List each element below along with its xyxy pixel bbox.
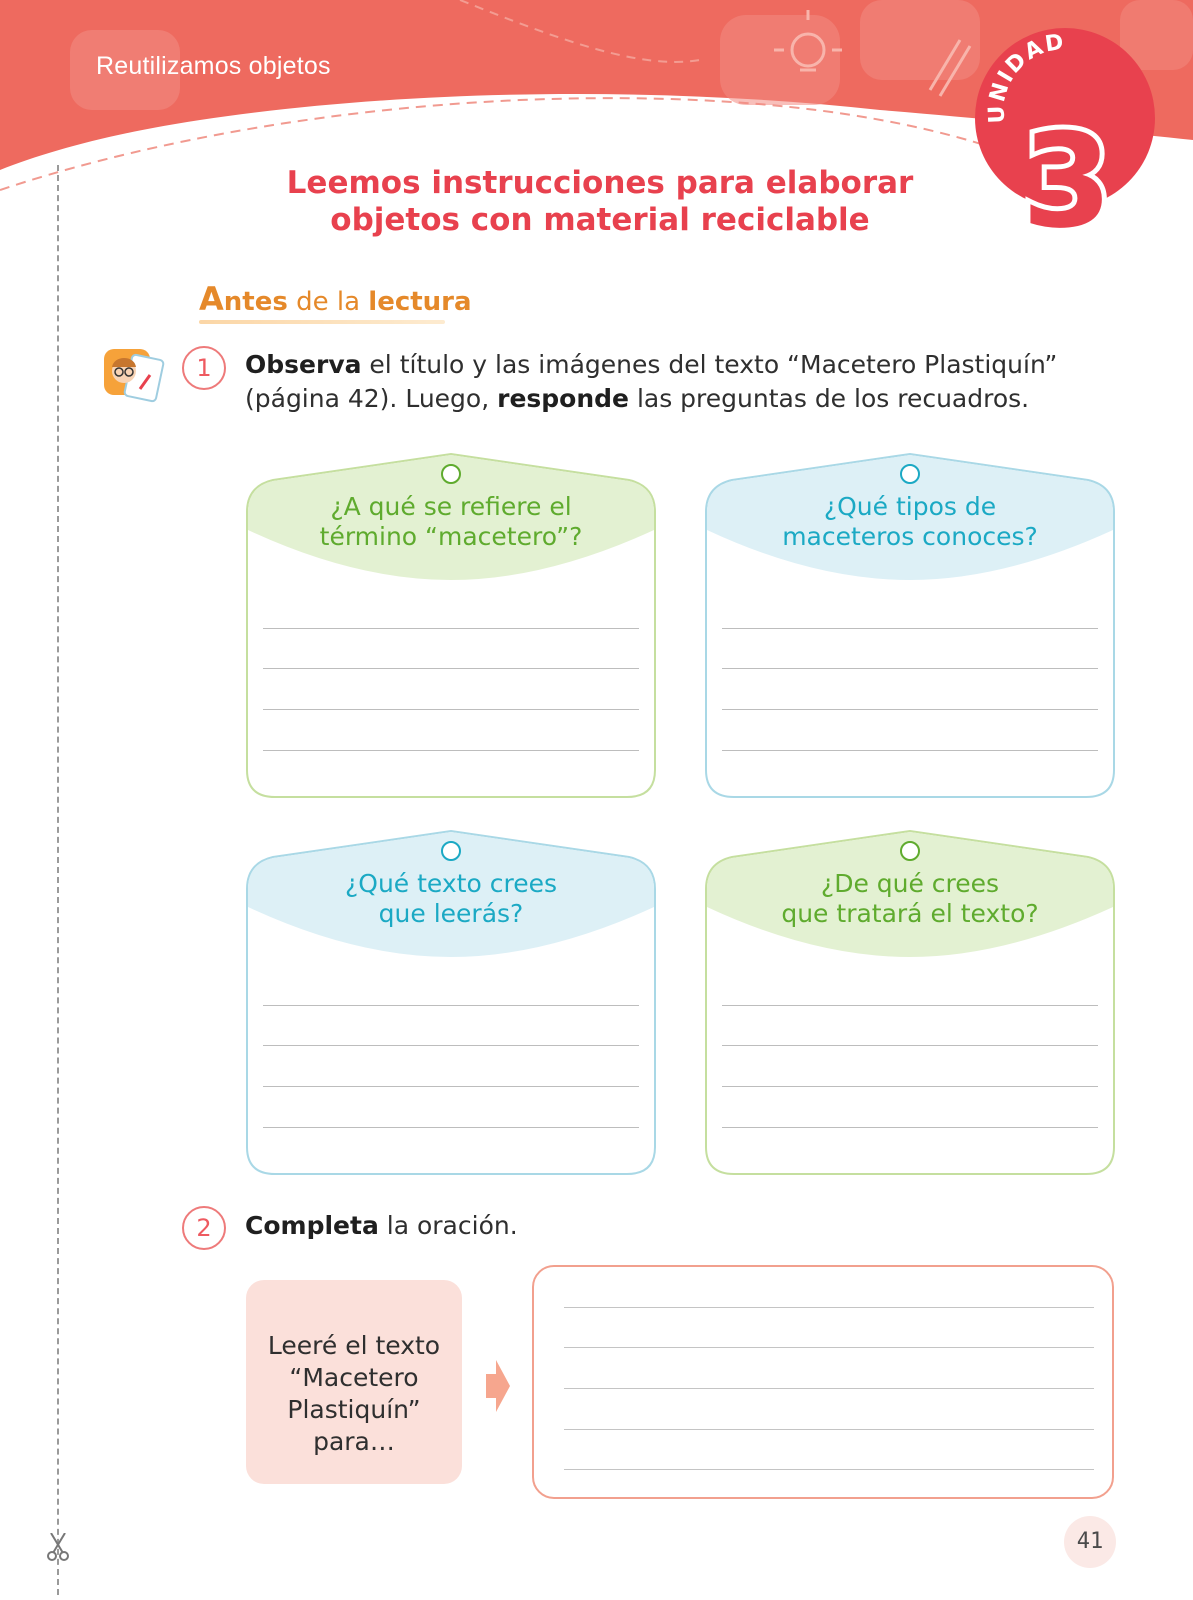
card-hole-icon: [901, 465, 919, 483]
activity-number-1: 1: [182, 346, 226, 390]
unit-word: UNIDAD: [984, 29, 1068, 124]
card-question-line1: ¿A qué se refiere el: [330, 492, 572, 521]
card-question-line2: que leerás?: [378, 899, 524, 928]
answer-line[interactable]: [722, 628, 1098, 629]
answer-box[interactable]: [532, 1265, 1114, 1499]
answer-line[interactable]: [263, 1127, 639, 1128]
card-hole-icon: [901, 842, 919, 860]
cut-line: [57, 165, 59, 1595]
question-card-texto: [245, 829, 657, 1176]
card-question-line2: término “macetero”?: [319, 522, 583, 551]
sentence-prompt: [246, 1330, 462, 1458]
card-question: [744, 869, 1076, 929]
answer-line[interactable]: [722, 668, 1098, 669]
activity-1-instruction: [245, 348, 1125, 416]
card-hole-icon: [442, 465, 460, 483]
answer-line[interactable]: [564, 1388, 1094, 1389]
unit-number: 3: [1021, 105, 1113, 248]
instruction-verb-observa: Observa: [245, 350, 362, 379]
prompt-line4: para…: [313, 1427, 395, 1456]
answer-line[interactable]: [564, 1307, 1094, 1308]
activity-2-instruction: [245, 1209, 518, 1243]
prompt-line1: Leeré el texto: [267, 1331, 441, 1360]
answer-line[interactable]: [722, 1086, 1098, 1087]
instruction-verb-responde: responde: [497, 384, 629, 413]
card-question-line1: ¿Qué tipos de: [823, 492, 997, 521]
answer-line[interactable]: [564, 1469, 1094, 1470]
student-avatar-icon: [102, 345, 166, 403]
page-title: [240, 165, 960, 239]
answer-line[interactable]: [263, 1045, 639, 1046]
answer-line[interactable]: [722, 750, 1098, 751]
answer-line[interactable]: [263, 750, 639, 751]
unit-badge: [975, 28, 1155, 248]
card-question-line1: ¿De qué crees: [820, 869, 1000, 898]
prompt-line2: “Macetero: [289, 1363, 419, 1392]
card-question-line2: que tratará el texto?: [781, 899, 1039, 928]
page-title-line1: Leemos instrucciones para elaborar: [286, 165, 914, 201]
answer-line[interactable]: [564, 1429, 1094, 1430]
page-number: 41: [1064, 1516, 1116, 1568]
answer-line[interactable]: [263, 628, 639, 629]
instruction-line2-rest: las preguntas de los recuadros.: [629, 384, 1030, 413]
answer-line[interactable]: [263, 1086, 639, 1087]
question-card-macetero: [245, 452, 657, 799]
card-hole-icon: [442, 842, 460, 860]
answer-line[interactable]: [722, 1005, 1098, 1006]
question-card-tratara: [704, 829, 1116, 1176]
section-heading-initial: A: [199, 280, 224, 318]
question-card-tipos: [704, 452, 1116, 799]
scissors-icon: [47, 1533, 69, 1561]
instruction-line2-pre: (página 42). Luego,: [245, 384, 498, 413]
answer-line[interactable]: [564, 1347, 1094, 1348]
answer-line[interactable]: [263, 668, 639, 669]
instruction-verb-completa: Completa: [245, 1211, 379, 1240]
answer-line[interactable]: [722, 1045, 1098, 1046]
instruction-line1: el título y las imágenes del texto “Macetero Plastiquín”: [361, 350, 1058, 379]
card-question: [285, 492, 617, 552]
card-question: [744, 492, 1076, 552]
section-heading: [199, 280, 472, 318]
unit-title: Reutilizamos objetos: [96, 52, 331, 80]
card-question-line2: maceteros conoces?: [782, 522, 1038, 551]
arrow-right-icon: [486, 1360, 510, 1412]
card-question: [285, 869, 617, 929]
section-underline: [199, 320, 445, 324]
activity-number-2: 2: [182, 1206, 226, 1250]
activity-2-rest: la oración.: [378, 1211, 518, 1240]
prompt-line3: Plastiquín”: [287, 1395, 421, 1424]
answer-line[interactable]: [263, 1005, 639, 1006]
section-heading-word2: lectura: [368, 287, 472, 317]
sentence-prompt-box: [246, 1280, 462, 1484]
page-title-line2: objetos con material reciclable: [330, 202, 870, 238]
answer-line[interactable]: [722, 1127, 1098, 1128]
answer-line[interactable]: [722, 709, 1098, 710]
section-heading-word1: ntes: [223, 287, 288, 317]
section-heading-mid: de la: [287, 287, 369, 317]
card-question-line1: ¿Qué texto crees: [345, 869, 557, 898]
answer-line[interactable]: [263, 709, 639, 710]
